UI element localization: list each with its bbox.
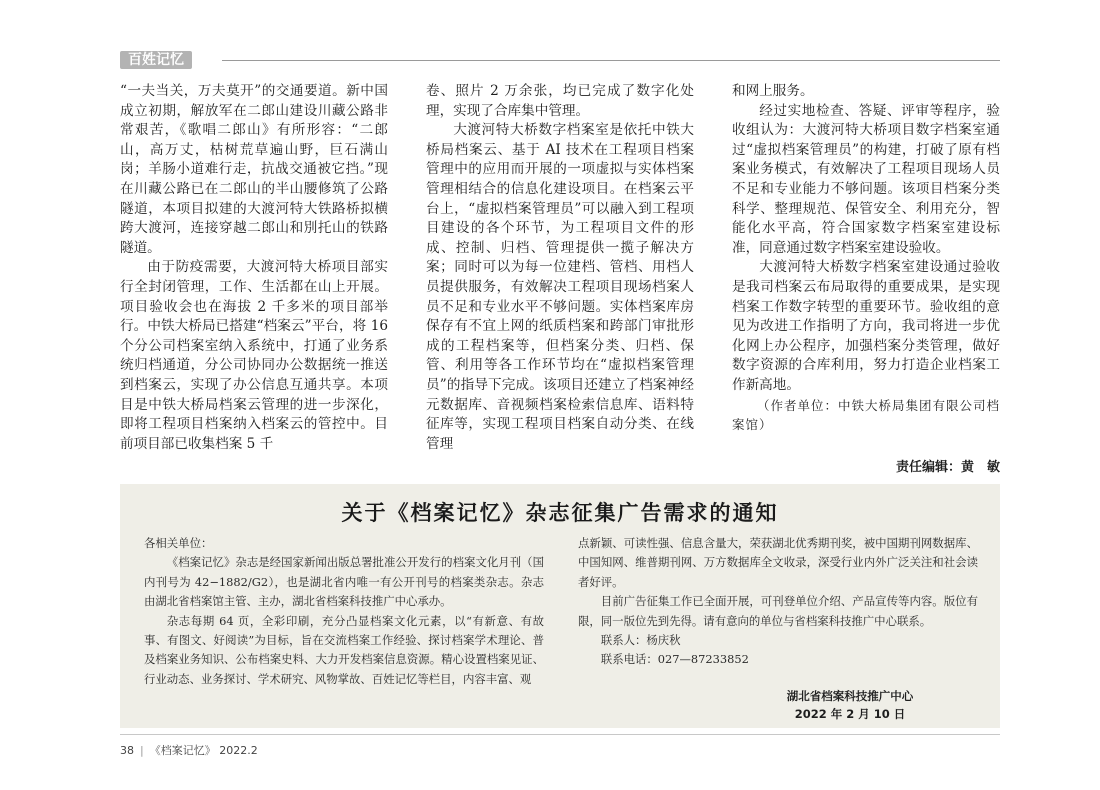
contact-person: 联系人：杨庆秋 <box>600 633 681 648</box>
header-divider <box>222 60 1000 61</box>
article-paragraph: 经过实地检查、答疑、评审等程序，验收组认为：大渡河特大桥项目数字档案室通过“虚拟档案管理员”的构建，打破了原有档案业务模式，有效解决了工程项目现场人员不足和专业能力不够问题。该项目档案分类科学、整理规范、保管安全、利用充分，智能化水平高，符合国家数字档案室建设标准，同意通过数字档案室建设验收。 <box>732 102 1000 256</box>
article-paragraph: 卷、照片 2 万余张，均已完成了数字化处理，实现了合库集中管理。 <box>426 83 694 119</box>
notice-title: 关于《档案记忆》杂志征集广告需求的通知 <box>341 500 779 525</box>
article-paragraph: 和网上服务。 <box>732 83 814 99</box>
notice-paragraph: 《档案记忆》杂志是经国家新闻出版总署批准公开发行的档案文化月刊（国内刊号为 42−1882/G2），也是湖北省内唯一有公开刊号的档案类杂志。杂志由湖北省档案馆主管、主办，湖北省档案科技推广中心承办。 <box>144 555 544 609</box>
section-tag: 百姓记忆 <box>120 51 192 69</box>
notice-column-right <box>578 534 978 670</box>
notice-signature-date: 2022 年 2 月 10 日 <box>794 707 906 721</box>
article-column-1 <box>120 82 388 454</box>
article-column-3 <box>732 82 1000 435</box>
footer-divider <box>120 734 1000 735</box>
article-body <box>120 82 1000 478</box>
footer-separator: | <box>140 744 144 757</box>
author-affiliation: （作者单位：中铁大桥局集团有限公司档案馆） <box>732 397 1001 433</box>
notice-paragraph: 目前广告征集工作已全面开展，可刊登单位介绍、产品宣传等内容。版位有限，同一版位先到先得。请有意向的单位与省档案科技推广中心联系。 <box>578 594 978 628</box>
article-column-2 <box>426 82 694 454</box>
notice-salutation: 各相关单位： <box>144 536 213 550</box>
contact-phone: 联系电话：027—87233852 <box>600 652 749 667</box>
page-footer <box>120 742 258 758</box>
notice-signature-org: 湖北省档案科技推广中心 <box>786 689 914 703</box>
journal-issue: 《档案记忆》 2022.2 <box>149 744 258 757</box>
section-header <box>120 51 1000 71</box>
notice-paragraph: 杂志每期 64 页，全彩印刷，充分凸显档案文化元素，以“有新意、有故事、有图文、好阅读”为目标，旨在交流档案工作经验、探讨档案学术理论、普及档案业务知识、公布档案史料、大力开发档案信息资源。精心设置档案见证、行业动态、业务探讨、学术研究、风物掌故、百姓记忆等栏目，内容丰富、观 <box>144 613 544 686</box>
page-number: 38 <box>120 744 134 757</box>
notice-column-left <box>144 534 544 689</box>
notice-paragraph: 点新颖、可读性强、信息含量大，荣获湖北优秀期刊奖，被中国期刊网数据库、中国知网、维普期刊网、万方数据库全文收录，深受行业内外广泛关注和社会读者好评。 <box>578 536 978 589</box>
notice-box <box>120 484 1000 728</box>
article-paragraph: 由于防疫需要，大渡河特大桥项目部实行全封闭管理，工作、生活都在山上开展。项目验收会也在海拔 2 千多米的项目部举行。中铁大桥局已搭建“档案云”平台，将 16 个分公司档案室纳入系统中，打通了业务系统归档通道，分公司协同办公数据统一推送到档案云，实现了办公信息互通共享。本项目是中铁大桥局档案云管理的进一步深化，即将工程项目档案纳入档案云的管控中。目前项目部已收集档案 5 千 <box>120 259 388 452</box>
article-paragraph: 大渡河特大桥数字档案室建设通过验收是我司档案云布局取得的重要成果，是实现档案工作数字转型的重要环节。验收组的意见为改进工作指明了方向，我司将进一步优化网上办公程序，加强档案分类管理，做好数字资源的合库利用，努力打造企业档案工作新高地。 <box>732 259 1000 393</box>
article-paragraph: “一夫当关，万夫莫开”的交通要道。新中国成立初期，解放军在二郎山建设川藏公路非常艰苦，《歌唱二郎山》有所形容：“二郎山，高万丈，枯树荒草遍山野，巨石满山岗；羊肠小道难行走，抗战交通被它挡。”现在川藏公路已在二郎山的半山腰修筑了公路隧道，本项目拟建的大渡河特大铁路桥拟横跨大渡河，连接穿越二郎山和別托山的铁路隧道。 <box>120 83 388 256</box>
responsible-editor: 责任编辑：黄 敏 <box>895 460 1000 475</box>
article-paragraph: 大渡河特大桥数字档案室是依托中铁大桥局档案云、基于 AI 技术在工程项目档案管理中的应用而开展的一项虚拟与实体档案管理相结合的信息化建设项目。在档案云平台上，“虚拟档案管理员”可以融入到工程项目建设的各个环节，为工程项目文件的形成、控制、归档、管理提供一揽子解决方案；同时可以为每一位建档、管档、用档人员提供服务，有效解决工程项目现场档案人员不足和专业水平不够问题。实体档案库房保存有不宜上网的纸质档案和跨部门审批形成的工程档案等，但档案分类、归档、保管、利用等各工作环节均在“虚拟档案管理员”的指导下完成。该项目还建立了档案神经元数据库、音视频档案检索信息库、语料特征库等，实现工程项目档案自动分类、在线管理 <box>426 122 694 452</box>
